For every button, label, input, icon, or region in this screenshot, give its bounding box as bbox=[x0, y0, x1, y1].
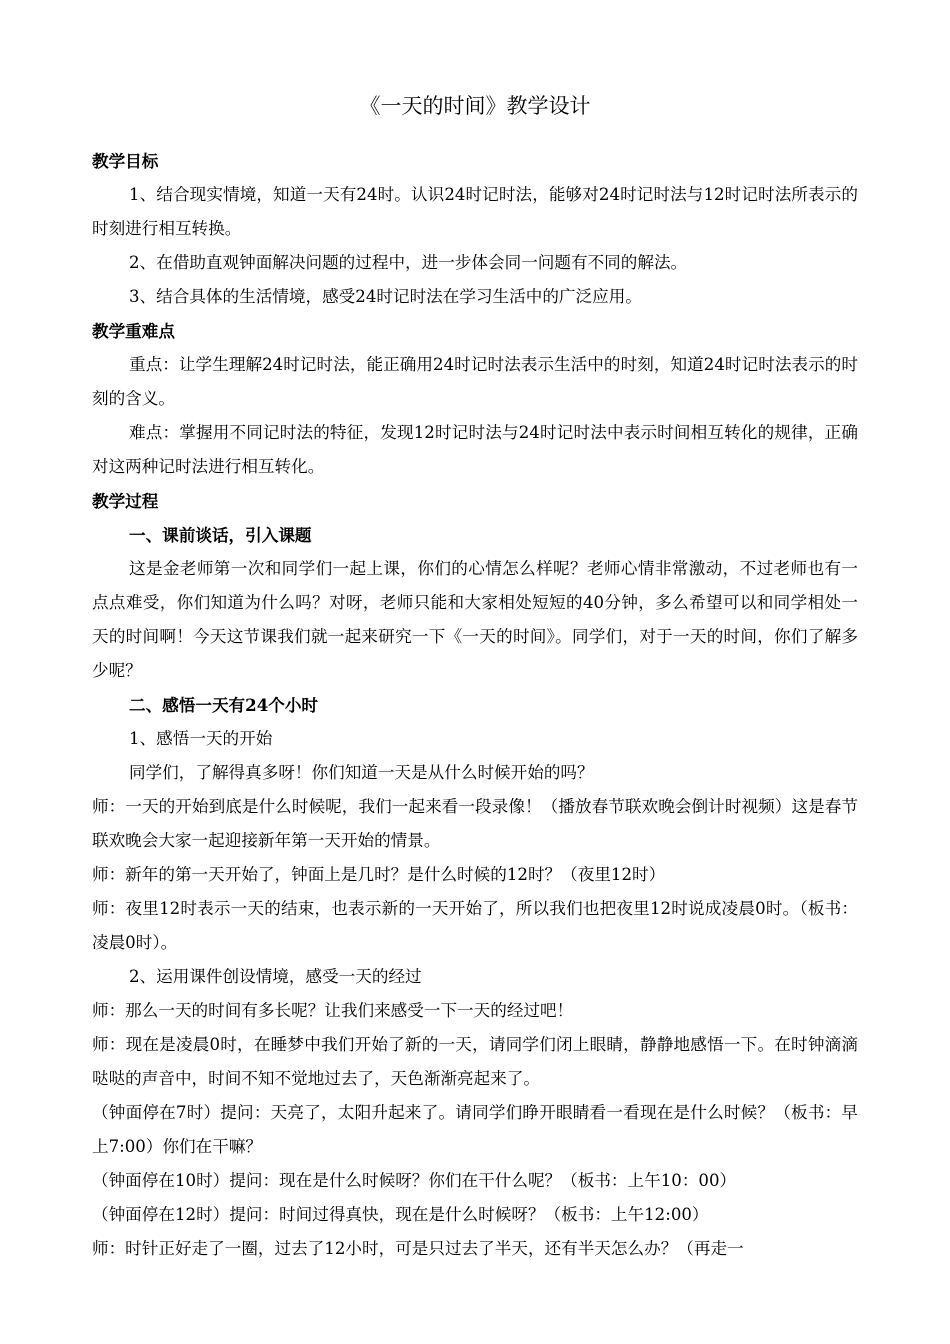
paragraph: 师：新年的第一天开始了，钟面上是几时？是什么时候的12时？（夜里12时） bbox=[92, 865, 666, 884]
process-part1-heading: 一、课前谈话，引入课题 bbox=[129, 525, 312, 545]
paragraph: （钟面停在12时）提问：时间过得真快，现在是什么时候呀？（板书：上午12:00） bbox=[92, 1205, 709, 1224]
key-point-focus: 重点：让学生理解24时记时法，能正确用24时记时法表示生活中的时刻，知道24时记时法表示的时刻的含义。 bbox=[92, 355, 858, 408]
process-part2-sub1: 1、感悟一天的开始 bbox=[129, 729, 273, 748]
section-heading-goals: 教学目标 bbox=[92, 151, 159, 171]
paragraph: （钟面停在7时）提问：天亮了，太阳升起来了。请同学们睁开眼睛看一看现在是什么时候？（板书：早上7:00）你们在干嘛？ bbox=[92, 1103, 858, 1156]
paragraph: 师：一天的开始到底是什么时候呢，我们一起来看一段录像！（播放春节联欢晚会倒计时视频）这是春节联欢晚会大家一起迎接新年第一天开始的情景。 bbox=[92, 797, 858, 850]
paragraph: 师：夜里12时表示一天的结束，也表示新的一天开始了，所以我们也把夜里12时说成凌晨0时。（板书：凌晨0时）。 bbox=[92, 899, 858, 952]
process-part2-sub2: 2、运用课件创设情境，感受一天的经过 bbox=[129, 967, 422, 986]
goal-item-3: 3、结合具体的生活情境，感受24时记时法在学习生活中的广泛应用。 bbox=[129, 287, 642, 306]
document-title: 《一天的时间》教学设计 bbox=[359, 94, 591, 118]
paragraph: 同学们，了解得真多呀！你们知道一天是从什么时候开始的吗？ bbox=[129, 763, 594, 782]
section-heading-key-points: 教学重难点 bbox=[92, 321, 175, 341]
process-part1-text: 这是金老师第一次和同学们一起上课，你们的心情怎么样呢？老师心情非常激动，不过老师也有一点点难受，你们知道为什么吗？对呀，老师只能和大家相处短短的40分钟，多么希望可以和同学相处一天的时间啊！今天这节课我们就一起来研究一下《一天的时间》。同学们，对于一天的时间，你们了解多少呢？ bbox=[92, 559, 858, 680]
paragraph: 师：那么一天的时间有多长呢？让我们来感受一下一天的经过吧！ bbox=[92, 1001, 574, 1020]
paragraph: 师：现在是凌晨0时，在睡梦中我们开始了新的一天，请同学们闭上眼睛，静静地感悟一下。在时钟滴滴哒哒的声音中，时间不知不觉地过去了，天色渐渐亮起来了。 bbox=[92, 1035, 858, 1088]
key-point-difficulty: 难点：掌握用不同记时法的特征，发现12时记时法与24时记时法中表示时间相互转化的规律，正确对这两种记时法进行相互转化。 bbox=[92, 423, 858, 476]
section-heading-process: 教学过程 bbox=[92, 491, 159, 511]
process-part2-heading: 二、感悟一天有24个小时 bbox=[129, 695, 319, 715]
goal-item-1: 1、结合现实情境，知道一天有24时。认识24时记时法，能够对24时记时法与12时记时法所表示的时刻进行相互转换。 bbox=[92, 185, 858, 238]
document-body bbox=[92, 144, 858, 1266]
paragraph: （钟面停在10时）提问：现在是什么时候呀？你们在干什么呢？（板书：上午10：00） bbox=[92, 1171, 737, 1190]
paragraph: 师：时针正好走了一圈，过去了12小时，可是只过去了半天，还有半天怎么办？（再走一 bbox=[92, 1239, 744, 1258]
goal-item-2: 2、在借助直观钟面解决问题的过程中，进一步体会同一问题有不同的解法。 bbox=[129, 253, 688, 272]
